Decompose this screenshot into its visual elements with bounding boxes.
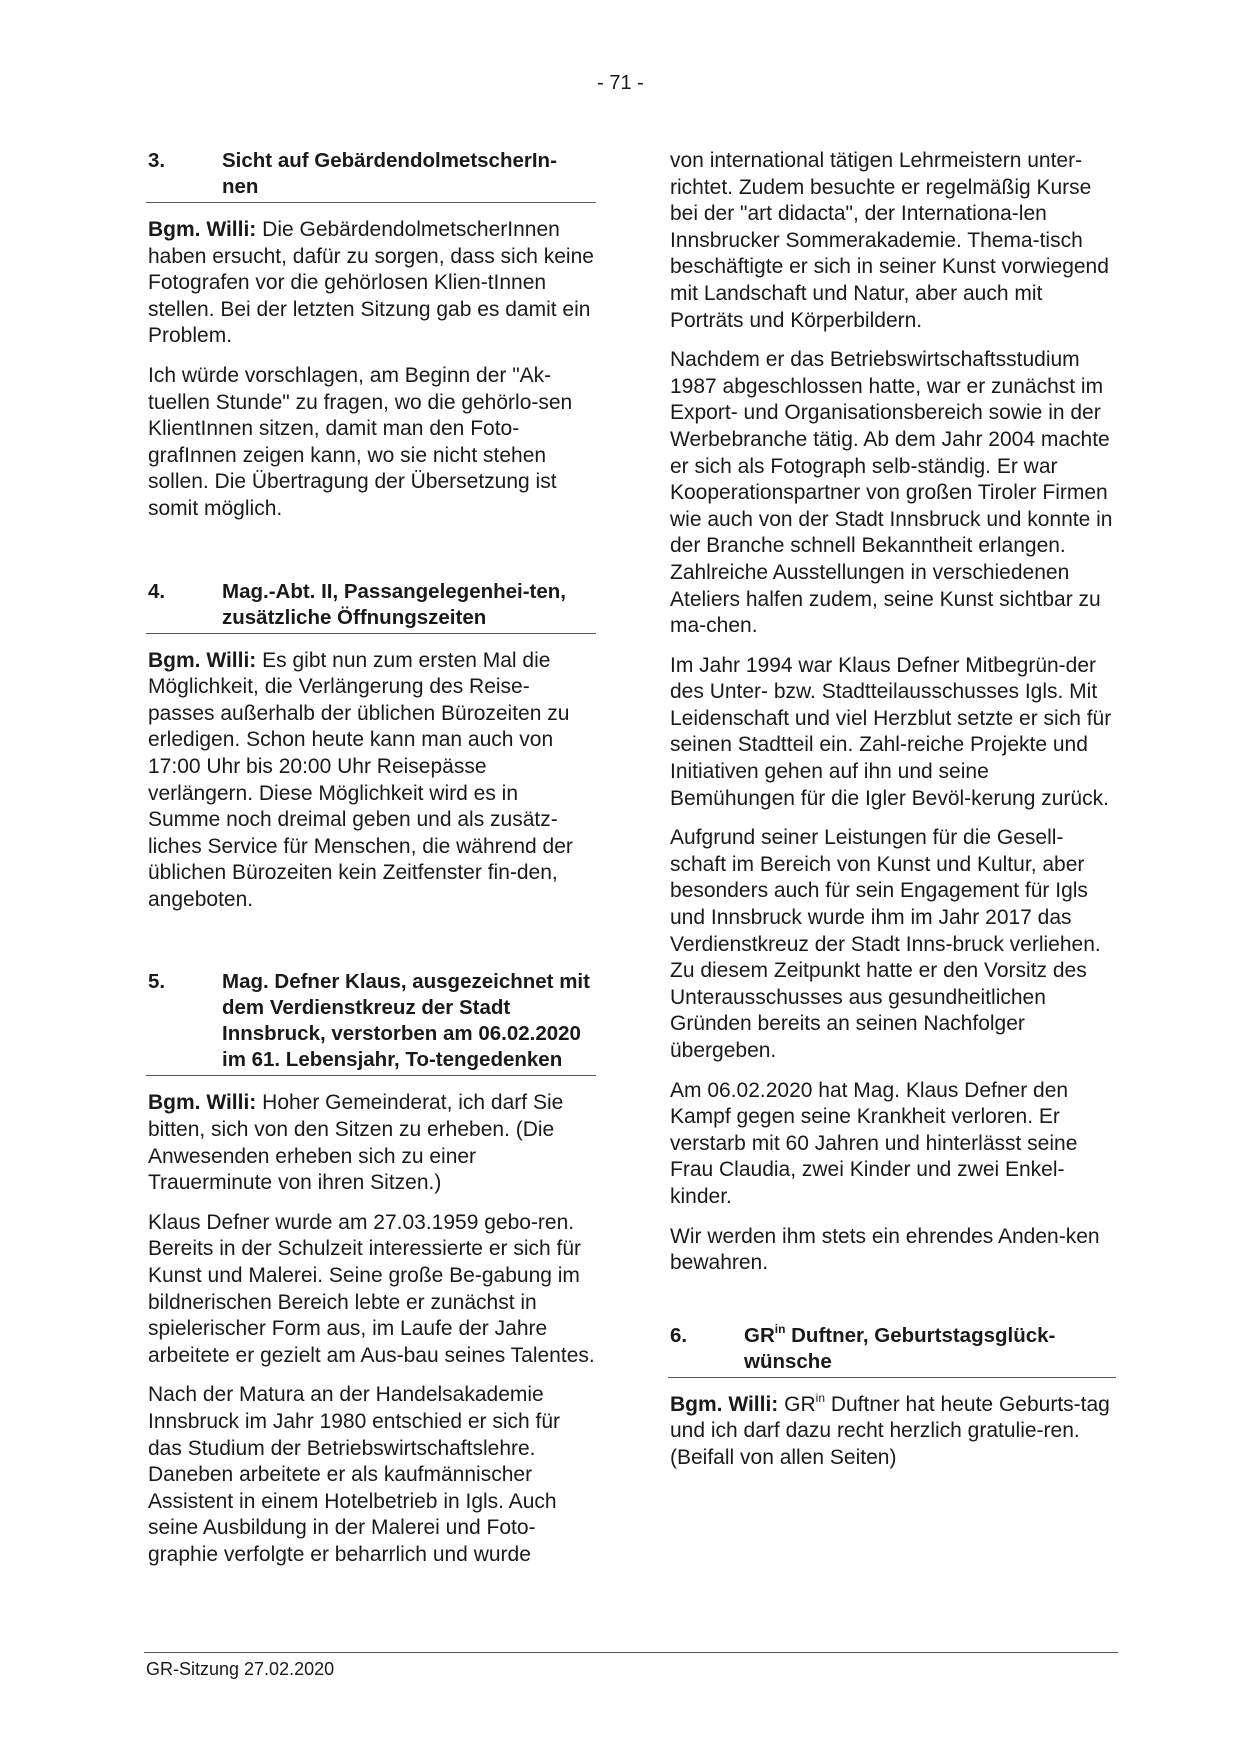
paragraph: Wir werden ihm stets ein ehrendes Anden-ken bewahren. (670, 1224, 1100, 1275)
section-number: 6. (670, 1323, 688, 1347)
paragraph (148, 217, 596, 350)
text-superscript: in (815, 1390, 825, 1405)
left-column (146, 148, 596, 1582)
paragraph: Aufgrund seiner Leistungen für die Gesell-schaft im Bereich von Kunst und Kultur, aber besonders auch für sein Engagement für Igls und Innsbruck wurde ihm im Jahr 2017 das Verdienstkreuz der Stadt Inns-bruck verliehen. Zu diesem Zeitpunkt hatte er den Vorsitz des Unterausschusses aus gesundheitlichen Gründen bereits an seinen Nachfolger übergeben. (670, 826, 1101, 1062)
title-part: Duftner, Geburtstagsglück-wünsche (744, 1323, 1056, 1373)
paragraph (670, 1392, 1116, 1472)
footer: GR-Sitzung 27.02.2020 (146, 1659, 335, 1679)
footer-divider (144, 1652, 1118, 1653)
section-title: Mag.-Abt. II, Passangelegenhei-ten, zusätzliche Öffnungszeiten (222, 579, 567, 629)
paragraph-text: Duftner hat heute Geburts-tag und ich darf dazu recht herzlich gratulie-ren. (Beifall von allen Seiten) (670, 1392, 1110, 1469)
section-4 (146, 579, 596, 914)
section-heading (146, 969, 596, 1076)
section-title: Mag. Defner Klaus, ausgezeichnet mit dem Verdienstkreuz der Stadt Innsbruck, verstorben am 06.02.2020 im 61. Lebensjahr, To-tengedenken (222, 970, 590, 1072)
section-5 (146, 969, 596, 1568)
paragraph: Klaus Defner wurde am 27.03.1959 gebo-ren. Bereits in der Schulzeit interessierte er sich für Kunst und Malerei. Seine große Be-gabung im bildnerischen Bereich lebte er zunächst in spielerischer Form aus, im Laufe der Jahre arbeitete er gezielt am Aus-bau seines Talentes. (148, 1210, 595, 1367)
title-part: GR (744, 1323, 775, 1347)
section-title (744, 1323, 1116, 1375)
paragraph: Am 06.02.2020 hat Mag. Klaus Defner den Kampf gegen seine Krankheit verloren. Er verstarb mit 60 Jahren und hinterlässt seine Frau Claudia, zwei Kinder und zwei Enkel-kinder. (670, 1078, 1078, 1208)
title-superscript: in (774, 1321, 786, 1336)
paragraph-text: Die GebärdendolmetscherInnen haben ersucht, dafür zu sorgen, dass sich keine Fotografen vor die gehörlosen Klien-tInnen stellen. Bei der letzten Sitzung gab es damit ein Problem. (148, 218, 594, 348)
paragraph-text: Hoher Gemeinderat, ich darf Sie bitten, sich von den Sitzen zu erheben. (Die Anwesenden erheben sich zu einer Trauerminute von ihren Sitzen.) (148, 1091, 564, 1195)
paragraph-text: Es gibt nun zum ersten Mal die Möglichkeit, die Verlängerung des Reise-passes außerhalb der üblichen Bürozeiten zu erledigen. Schon heute kann man auch von 17:00 Uhr bis 20:00 Uhr Reisepässe verlängern. Diese Möglichkeit wird es in Summe noch dreimal geben und als zusätz-liches Service für Menschen, die während der üblichen Bürozeiten kein Zeitfenster fin-den, angeboten. (148, 648, 573, 911)
section-3 (146, 148, 596, 523)
section-heading (668, 1323, 1116, 1378)
right-column (668, 148, 1116, 1485)
page-number: - 71 - (597, 72, 644, 94)
section-number: 5. (148, 970, 166, 994)
paragraph: Im Jahr 1994 war Klaus Defner Mitbegrün-der des Unter- bzw. Stadtteilausschusses Igls. Mit Leidenschaft und viel Herzblut setzte er sich für seinen Stadtteil ein. Zahl-reiche Projekte und Initiativen gehen auf ihn und seine Bemühungen für die Igler Bevöl-kerung zurück. (670, 653, 1112, 810)
speaker-label: Bgm. Willi: (148, 218, 257, 241)
section-heading (146, 148, 596, 203)
speaker-label: Bgm. Willi: (670, 1392, 779, 1416)
paragraph: Nachdem er das Betriebswirtschaftsstudium 1987 abgeschlossen hatte, war er zunächst im Export- und Organisationsbereich sowie in der Werbebranche tätig. Ab dem Jahr 2004 machte er sich als Fotograph selb-ständig. Er war Kooperationspartner von großen Tiroler Firmen wie auch von der Stadt Innsbruck und konnte in der Branche schnell Bekanntheit erlangen. Zahlreiche Ausstellungen in verschiedenen Ateliers halfen zudem, seine Kunst sichtbar zu ma-chen. (670, 348, 1113, 638)
paragraph-text: GR (778, 1392, 816, 1416)
paragraph (148, 1090, 596, 1196)
section-6 (668, 1323, 1116, 1472)
section-number: 3. (148, 149, 166, 172)
section-title: Sicht auf GebärdendolmetscherIn-nen (222, 149, 557, 198)
speaker-label: Bgm. Willi: (148, 648, 257, 672)
paragraph: Ich würde vorschlagen, am Beginn der "Ak-tuellen Stunde" zu fragen, wo die gehörlo-sen KlientInnen sitzen, damit man den Foto-grafInnen zeigen kann, wo sie nicht stehen sollen. Die Übertragung der Übersetzung ist somit möglich. (148, 363, 573, 520)
section-number: 4. (148, 579, 166, 603)
section-heading (146, 579, 596, 634)
paragraph: von international tätigen Lehrmeistern unter-richtet. Zudem besuchte er regelmäßig Kurse bei der "art didacta", der Internationa-len Innsbrucker Sommerakademie. Thema-tisch beschäftigte er sich in seiner Kunst vorwiegend mit Landschaft und Natur, aber auch mit Porträts und Körperbildern. (670, 149, 1109, 332)
speaker-label: Bgm. Willi: (148, 1091, 257, 1115)
paragraph (148, 648, 596, 914)
paragraph: Nach der Matura an der Handelsakademie Innsbruck im Jahr 1980 entschied er sich für das Studium der Betriebswirtschaftslehre. Daneben arbeitete er als kaufmännischer Assistent in einem Hotelbetrieb in Igls. Auch seine Ausbildung in der Malerei und Foto-graphie verfolgte er beharrlich und wurde (148, 1383, 561, 1566)
